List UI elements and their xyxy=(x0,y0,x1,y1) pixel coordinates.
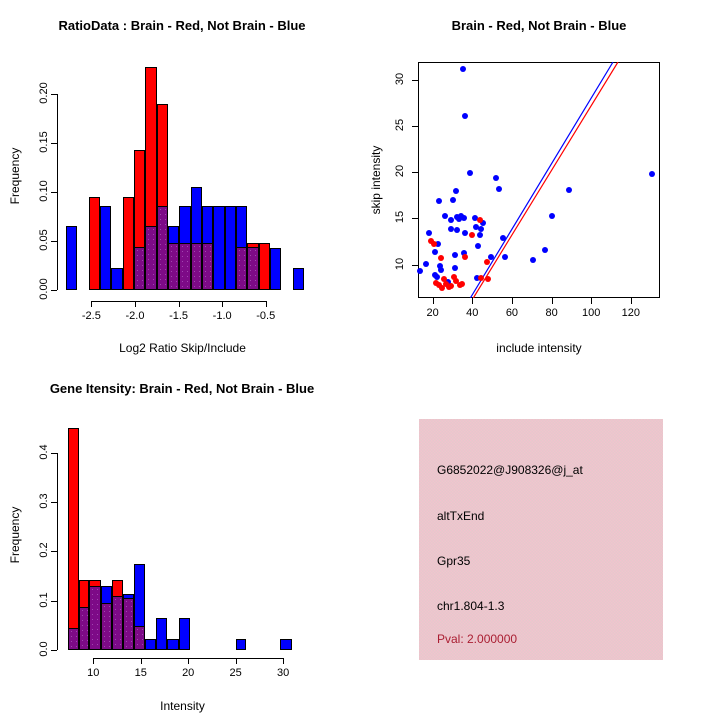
y-tick-label: 0.0 xyxy=(38,641,50,657)
y-tick-label: 0.05 xyxy=(38,229,50,251)
histogram-bar-overlap xyxy=(134,626,145,650)
x-tick-label: 20 xyxy=(182,667,195,679)
x-axis-tick xyxy=(93,658,94,664)
y-axis-tick xyxy=(51,241,57,242)
scatter-point-blue xyxy=(453,188,459,194)
scatter-ylabel: skip intensity xyxy=(369,145,383,215)
scatter-point-blue xyxy=(426,230,432,236)
gene-hist-title: Gene Itensity: Brain - Red, Not Brain - Blue xyxy=(49,381,315,396)
histogram-bar-overlap xyxy=(145,226,156,290)
histogram-bar-overlap xyxy=(247,247,258,290)
histogram-bar xyxy=(270,248,281,290)
histogram-bar-overlap xyxy=(157,206,168,290)
scatter-point-blue xyxy=(549,213,555,219)
scatter-point-blue xyxy=(493,175,499,181)
histogram-bar xyxy=(259,243,270,290)
histogram-bar-overlap xyxy=(134,247,145,290)
x-axis-tick xyxy=(472,298,473,304)
gene-hist-ylabel: Frequency xyxy=(8,506,22,564)
histogram-bar-overlap xyxy=(112,596,122,650)
x-tick-label: -2.5 xyxy=(81,310,101,322)
x-axis-tick xyxy=(283,658,284,664)
y-axis-tick xyxy=(412,265,418,266)
y-axis-tick xyxy=(412,80,418,81)
scatter-point-blue xyxy=(496,186,502,192)
histogram-bar-overlap xyxy=(202,243,213,290)
histogram-bar xyxy=(225,206,236,290)
histogram-bar xyxy=(68,428,79,650)
histogram-bar-overlap xyxy=(123,598,134,650)
scatter-point-blue xyxy=(500,235,506,241)
histogram-bar xyxy=(179,618,190,650)
scatter-xlabel: include intensity xyxy=(496,341,582,355)
x-axis-tick xyxy=(591,298,592,304)
y-tick-label: 10 xyxy=(394,257,406,270)
scatter-point-blue xyxy=(542,247,548,253)
y-tick-label: 0.20 xyxy=(38,82,50,104)
x-tick-label: 80 xyxy=(545,307,558,319)
x-tick-label: 15 xyxy=(134,667,147,679)
histogram-bar xyxy=(111,268,122,290)
y-tick-label: 20 xyxy=(394,165,406,178)
scatter-point-blue xyxy=(437,263,443,269)
y-axis-tick xyxy=(51,94,57,95)
histogram-bar-overlap xyxy=(89,586,100,650)
y-tick-label: 0.2 xyxy=(38,542,50,559)
histogram-bar-overlap xyxy=(68,628,79,650)
x-tick-label: -1.0 xyxy=(212,310,232,322)
x-axis-tick xyxy=(188,658,189,664)
y-axis-line xyxy=(57,94,58,290)
y-tick-label: 0.3 xyxy=(38,493,50,509)
x-axis-tick xyxy=(141,658,142,664)
y-tick-label: 0.15 xyxy=(38,131,50,153)
scatter-point-blue xyxy=(462,230,468,236)
x-axis-tick xyxy=(179,301,180,307)
x-tick-label: -1.5 xyxy=(169,310,189,322)
histogram-bar xyxy=(66,226,77,290)
x-axis-tick xyxy=(512,298,513,304)
x-axis-tick xyxy=(552,298,553,304)
regression-line-blue xyxy=(470,62,613,298)
x-axis-tick xyxy=(135,301,136,307)
gene-info-box xyxy=(419,419,663,660)
x-axis-tick xyxy=(222,301,223,307)
histogram-bar xyxy=(145,639,155,650)
x-tick-label: 100 xyxy=(582,307,601,319)
ratio-hist-title: RatioData : Brain - Red, Not Brain - Blue xyxy=(58,18,306,33)
pval-text: Pval: 2.000000 xyxy=(437,632,518,646)
histogram-bar-overlap xyxy=(168,243,179,290)
x-axis-tick xyxy=(433,298,434,304)
locus-text: chr1.804-1.3 xyxy=(437,599,505,613)
scatter-point-blue xyxy=(448,226,454,232)
scatter-point-red xyxy=(451,274,457,280)
x-tick-label: -2.0 xyxy=(125,310,145,322)
y-axis-line xyxy=(57,453,58,650)
y-axis-tick xyxy=(412,218,418,219)
scatter-point-red xyxy=(431,241,437,247)
x-axis-tick xyxy=(236,658,237,664)
scatter-point-blue xyxy=(442,213,448,219)
histogram-bar-overlap xyxy=(79,607,89,650)
x-axis-tick xyxy=(631,298,632,304)
histogram-bar xyxy=(123,197,134,290)
histogram-bar-overlap xyxy=(191,243,202,290)
x-tick-label: 40 xyxy=(466,307,479,319)
x-tick-label: 25 xyxy=(229,667,242,679)
scatter-point-blue xyxy=(649,171,655,177)
regression-lines-layer xyxy=(418,62,660,298)
y-tick-label: 0.4 xyxy=(38,444,50,460)
x-axis-tick xyxy=(91,301,92,307)
x-tick-label: 30 xyxy=(277,667,290,679)
y-axis-tick xyxy=(412,172,418,173)
gene-name-text: Gpr35 xyxy=(437,554,471,568)
y-axis-tick xyxy=(51,650,57,651)
scatter-point-blue xyxy=(450,197,456,203)
x-tick-label: -0.5 xyxy=(256,310,276,322)
y-axis-tick xyxy=(51,143,57,144)
y-tick-label: 30 xyxy=(394,72,406,85)
ratio-hist-xlabel: Log2 Ratio Skip/Include xyxy=(119,341,246,355)
histogram-bar xyxy=(236,639,246,650)
scatter-point-blue xyxy=(436,198,442,204)
y-tick-label: 0.1 xyxy=(38,592,50,608)
y-tick-label: 0.00 xyxy=(38,278,50,300)
y-tick-label: 15 xyxy=(394,211,406,224)
histogram-bar xyxy=(89,197,100,290)
histogram-bar xyxy=(100,206,111,290)
histogram-bar-overlap xyxy=(179,243,190,290)
histogram-bar-overlap xyxy=(101,603,112,650)
x-tick-label: 120 xyxy=(621,307,641,319)
y-axis-tick xyxy=(51,192,57,193)
y-axis-tick xyxy=(51,551,57,552)
x-tick-label: 10 xyxy=(87,667,100,679)
event-type-text: altTxEnd xyxy=(437,509,485,523)
scatter-point-red xyxy=(485,276,491,282)
y-axis-tick xyxy=(412,126,418,127)
y-axis-tick xyxy=(51,601,57,602)
y-axis-tick xyxy=(51,502,57,503)
histogram-bar xyxy=(280,639,291,650)
scatter-title: Brain - Red, Not Brain - Blue xyxy=(451,18,627,33)
y-axis-tick xyxy=(51,453,57,454)
histogram-bar xyxy=(293,268,304,290)
ratio-hist-ylabel: Frequency xyxy=(8,147,22,205)
x-tick-label: 60 xyxy=(505,307,519,319)
histogram-bar xyxy=(167,639,178,650)
probe-id-text: G6852022@J908326@j_at xyxy=(437,463,583,477)
x-tick-label: 20 xyxy=(426,307,439,319)
y-tick-label: 0.10 xyxy=(38,180,50,202)
y-axis-tick xyxy=(51,290,57,291)
scatter-point-red xyxy=(446,284,452,290)
gene-hist-xlabel: Intensity xyxy=(160,699,205,713)
histogram-bar-overlap xyxy=(236,247,247,290)
y-tick-label: 25 xyxy=(394,118,406,131)
x-axis-tick xyxy=(266,301,267,307)
histogram-bar xyxy=(213,206,224,290)
histogram-bar xyxy=(156,618,167,650)
